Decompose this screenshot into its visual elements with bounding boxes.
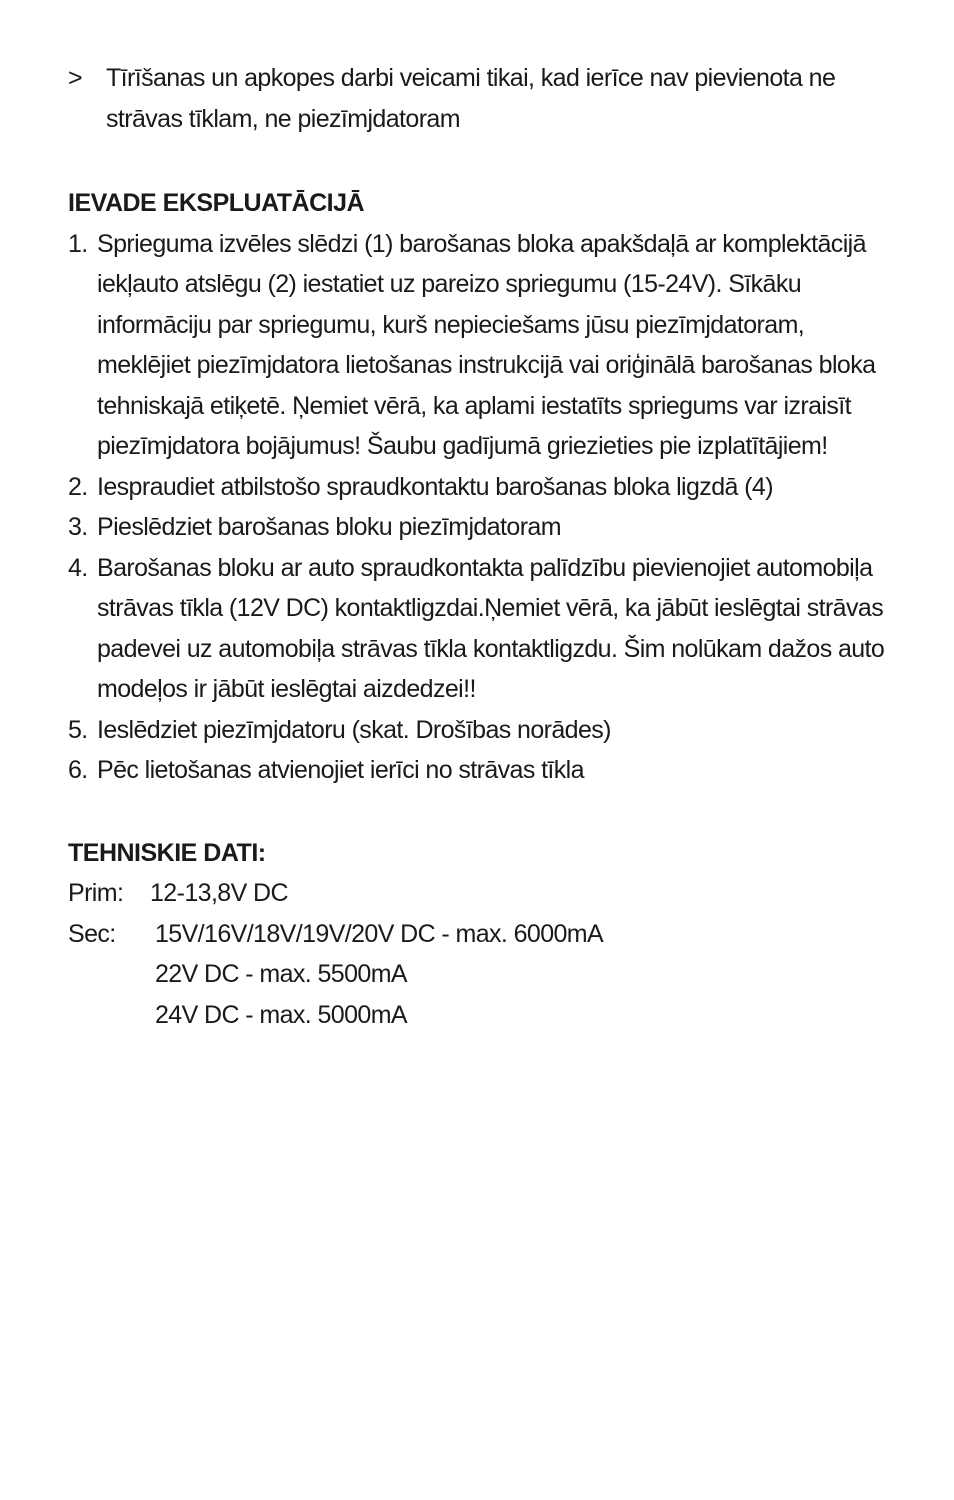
step-text: Ieslēdziet piezīmjdatoru (skat. Drošības norādes) bbox=[97, 715, 611, 744]
spec-label-prim: Prim: bbox=[68, 879, 124, 907]
step-number: 1. bbox=[68, 229, 88, 258]
step-text: Barošanas bloku ar auto spraudkontakta palīdzību pievienojiet automobiļa strāvas tīkla (12V DC) kontaktligzdai.Ņemiet vērā, ka jābūt ieslēgtai strāvas padevei uz automobiļa strāvas tīkla kontaktligzdu. Šim nolūkam dažos auto modeļos ir jābūt ieslēgtai aizdedzei!! bbox=[97, 553, 885, 703]
bullet-text: Tīrīšanas un apkopes darbi veicami tikai, kad ierīce nav pievienota ne strāvas tīklam, ne piezīmjdatoram bbox=[106, 64, 836, 133]
spec-value-prim: 12-13,8V DC bbox=[150, 879, 288, 907]
step-text: Pēc lietošanas atvienojiet ierīci no strāvas tīkla bbox=[97, 756, 584, 784]
steps-list bbox=[68, 224, 898, 791]
specs-block bbox=[68, 873, 898, 1035]
list-item bbox=[68, 750, 898, 791]
step-number: 4. bbox=[68, 553, 88, 582]
list-item bbox=[68, 507, 898, 548]
spec-row-prim bbox=[68, 873, 898, 914]
section-heading-operation: IEVADE EKSPLUATĀCIJĀ bbox=[68, 189, 365, 217]
list-item bbox=[68, 467, 898, 508]
list-item bbox=[68, 548, 898, 710]
step-number: 5. bbox=[68, 715, 88, 744]
spec-value-sec: 15V/16V/18V/19V/20V DC - max. 6000mA bbox=[155, 919, 604, 948]
spec-label-sec: Sec: bbox=[68, 919, 116, 948]
manual-page bbox=[68, 58, 898, 1035]
spec-value-sec: 22V DC - max. 5500mA bbox=[155, 960, 407, 988]
step-number: 3. bbox=[68, 513, 88, 541]
intro-bullet bbox=[68, 58, 898, 139]
list-item bbox=[68, 224, 898, 467]
step-number: 2. bbox=[68, 472, 88, 501]
step-text: Sprieguma izvēles slēdzi (1) barošanas bloka apakšdaļā ar komplektācijā iekļauto atslēgu (2) iestatiet uz pareizo spriegumu (15-24V). Sīkāku informāciju par spriegumu, kurš nepieciešams jūsu piezīmjdatoram, meklējiet piezīmjdatora lietošanas instrukcijā vai oriģinālā barošanas bloka tehniskajā etiķetē. Ņemiet vērā, ka aplami iestatīts spriegums var izraisīt piezīmjdatora bojājumus! Šaubu gadījumā griezieties pie izplatītājiem! bbox=[97, 229, 876, 460]
bullet-marker: > bbox=[68, 64, 82, 92]
step-number: 6. bbox=[68, 756, 88, 784]
section-heading-specs: TEHNISKIE DATI: bbox=[68, 838, 266, 867]
list-item bbox=[68, 710, 898, 751]
step-text: Iespraudiet atbilstošo spraudkontaktu barošanas bloka ligzdā (4) bbox=[97, 472, 773, 501]
spec-row-sec bbox=[68, 914, 898, 1036]
spec-value-sec: 24V DC - max. 5000mA bbox=[155, 1000, 407, 1029]
step-text: Pieslēdziet barošanas bloku piezīmjdatoram bbox=[97, 513, 561, 541]
spec-values-sec bbox=[155, 914, 603, 1036]
